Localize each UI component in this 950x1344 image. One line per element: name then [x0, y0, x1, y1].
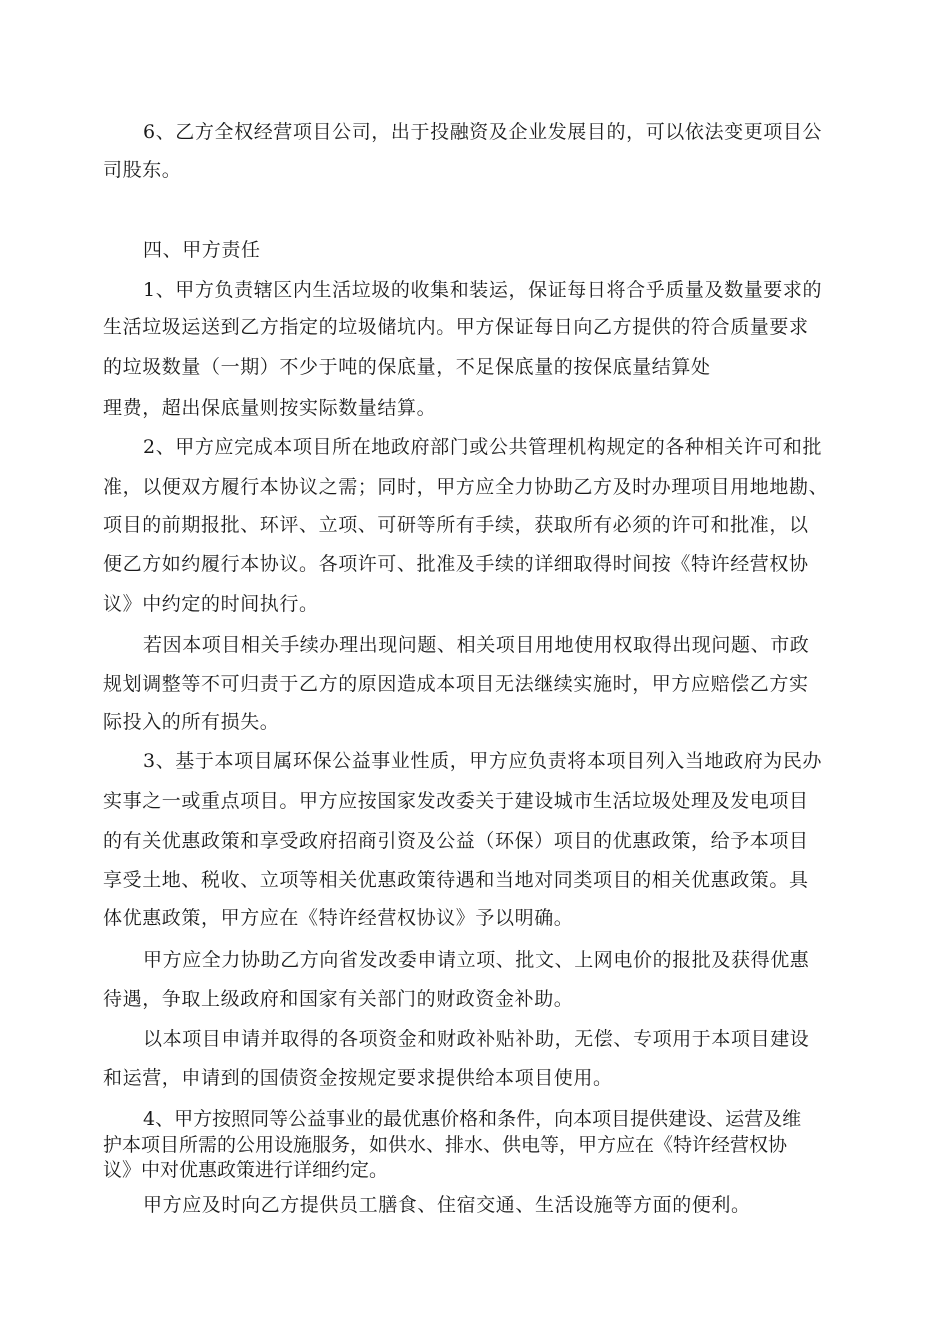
paragraph-line: 生活垃圾运送到乙方指定的垃圾储坑内。甲方保证每日向乙方提供的符合质量要求	[103, 316, 809, 338]
paragraph-line: 1、甲方负责辖区内生活垃圾的收集和装运，保证每日将合乎质量及数量要求的	[143, 279, 823, 301]
paragraph-line: 甲方应全力协助乙方向省发改委申请立项、批文、上网电价的报批及获得优惠	[143, 949, 810, 971]
paragraph-line: 议》中对优惠政策进行详细约定。	[103, 1159, 389, 1181]
paragraph-line: 若因本项目相关手续办理出现问题、相关项目用地使用权取得出现问题、市政	[143, 634, 810, 656]
paragraph-line: 享受土地、税收、立项等相关优惠政策待遇和当地对同类项目的相关优惠政策。具	[103, 869, 809, 891]
paragraph-line: 以本项目申请并取得的各项资金和财政补贴补助，无偿、专项用于本项目建设	[143, 1028, 810, 1050]
paragraph-line: 甲方应及时向乙方提供员工膳食、住宿交通、生活设施等方面的便利。	[143, 1194, 751, 1216]
paragraph-line: 4、甲方按照同等公益事业的最优惠价格和条件，向本项目提供建设、运营及维	[143, 1108, 802, 1130]
paragraph-line: 护本项目所需的公用设施服务，如供水、排水、供电等，甲方应在《特许经营权协	[103, 1134, 788, 1156]
paragraph-line: 的有关优惠政策和享受政府招商引资及公益（环保）项目的优惠政策，给予本项目	[103, 830, 809, 852]
paragraph-line: 6、乙方全权经营项目公司，出于投融资及企业发展目的，可以依法变更项目公	[143, 121, 823, 143]
paragraph-line: 理费，超出保底量则按实际数量结算。	[103, 397, 437, 419]
paragraph-line: 实事之一或重点项目。甲方应按国家发改委关于建设城市生活垃圾处理及发电项目	[103, 790, 809, 812]
paragraph-line: 的垃圾数量（一期）不少于吨的保底量，不足保底量的按保底量结算处	[103, 356, 711, 378]
paragraph-line: 3、基于本项目属环保公益事业性质，甲方应负责将本项目列入当地政府为民办	[143, 750, 823, 772]
paragraph-line: 议》中约定的时间执行。	[103, 593, 319, 615]
paragraph-line: 便乙方如约履行本协议。各项许可、批准及手续的详细取得时间按《特许经营权协	[103, 553, 809, 575]
paragraph-line: 项目的前期报批、环评、立项、可研等所有手续，获取所有必须的许可和批准，以	[103, 514, 809, 536]
paragraph-line: 和运营，申请到的国债资金按规定要求提供给本项目使用。	[103, 1067, 613, 1089]
paragraph-line: 司股东。	[103, 159, 182, 181]
paragraph-line: 际投入的所有损失。	[103, 711, 280, 733]
paragraph-line: 体优惠政策，甲方应在《特许经营权协议》予以明确。	[103, 907, 574, 929]
section-heading: 四、甲方责任	[143, 239, 261, 261]
paragraph-line: 准，以便双方履行本协议之需；同时，甲方应全力协助乙方及时办理项目用地地勘、	[103, 476, 829, 498]
paragraph-line: 2、甲方应完成本项目所在地政府部门或公共管理机构规定的各种相关许可和批	[143, 436, 823, 458]
paragraph-line: 规划调整等不可归责于乙方的原因造成本项目无法继续实施时，甲方应赔偿乙方实	[103, 673, 809, 695]
paragraph-line: 待遇，争取上级政府和国家有关部门的财政资金补助。	[103, 988, 574, 1010]
